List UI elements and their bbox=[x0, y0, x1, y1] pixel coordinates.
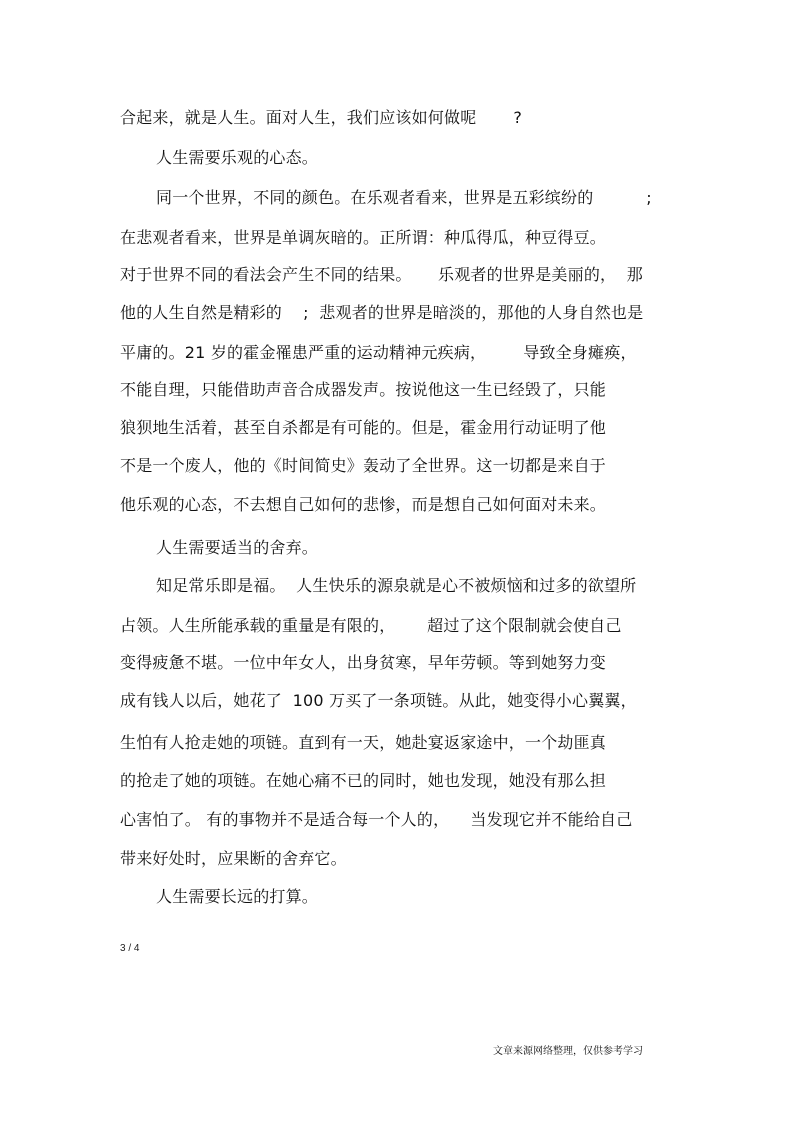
text-line: 他乐观的心态，不去想自己如何的悲惨，而是想自己如何面对未来。 bbox=[120, 495, 607, 514]
text-line: 成有钱人以后，她花了 100 万买了一条项链。从此，她变得小心翼翼， bbox=[120, 691, 637, 710]
text-line: 生怕有人抢走她的项链。直到有一天，她赴宴返家途中，一个劫匪真 bbox=[120, 733, 607, 752]
section-heading: 人生需要长远的打算。 bbox=[156, 887, 319, 906]
section-heading: 人生需要适当的舍弃。 bbox=[156, 538, 319, 557]
text-line: 知足常乐即是福。 人生快乐的源泉就是心不被烦恼和过多的欲望所 bbox=[156, 576, 637, 595]
text-line: 合起来，就是人生。面对人生，我们应该如何做呢 ? bbox=[120, 108, 523, 127]
text-line: 不能自理，只能借助声音合成器发声。按说他这一生已经毁了，只能 bbox=[120, 380, 607, 399]
text-line: 占领。人生所能承载的重量是有限的， 超过了这个限制就会使自己 bbox=[120, 616, 622, 635]
text-line: 平庸的。21 岁的霍金罹患严重的运动精神元疾病， 导致全身瘫痪， bbox=[120, 343, 637, 362]
text-line: 心害怕了。 有的事物并不是适合每一个人的， 当发现它并不能给自己 bbox=[120, 810, 633, 829]
text-line: 他的人生自然是精彩的 ; 悲观者的世界是暗淡的，那他的人身自然也是 bbox=[120, 303, 644, 322]
text-line: 的抢走了她的项链。在她心痛不已的同时，她也发现，她没有那么担 bbox=[120, 771, 607, 790]
text-line: 带来好处时，应果断的舍弃它。 bbox=[120, 849, 347, 868]
text-line: 在悲观者看来，世界是单调灰暗的。正所谓：种瓜得瓜，种豆得豆。 bbox=[120, 228, 607, 247]
text-line: 狼狈地生活着，甚至自杀都是有可能的。但是，霍金用行动证明了他 bbox=[120, 418, 607, 437]
text-line: 不是一个废人，他的《时间简史》轰动了全世界。这一切都是来自于 bbox=[120, 456, 607, 475]
footer-note: 文章来源网络整理，仅供参考学习 bbox=[493, 1046, 643, 1057]
section-heading: 人生需要乐观的心态。 bbox=[156, 148, 319, 167]
text-line: 变得疲惫不堪。一位中年女人，出身贫寒，早年劳顿。等到她努力变 bbox=[120, 653, 607, 672]
text-line: 对于世界不同的看法会产生不同的结果。 乐观者的世界是美丽的， 那 bbox=[120, 265, 644, 284]
text-line: 同一个世界，不同的颜色。在乐观者看来，世界是五彩缤纷的 ; bbox=[156, 188, 652, 207]
page-number: 3 / 4 bbox=[120, 943, 140, 954]
